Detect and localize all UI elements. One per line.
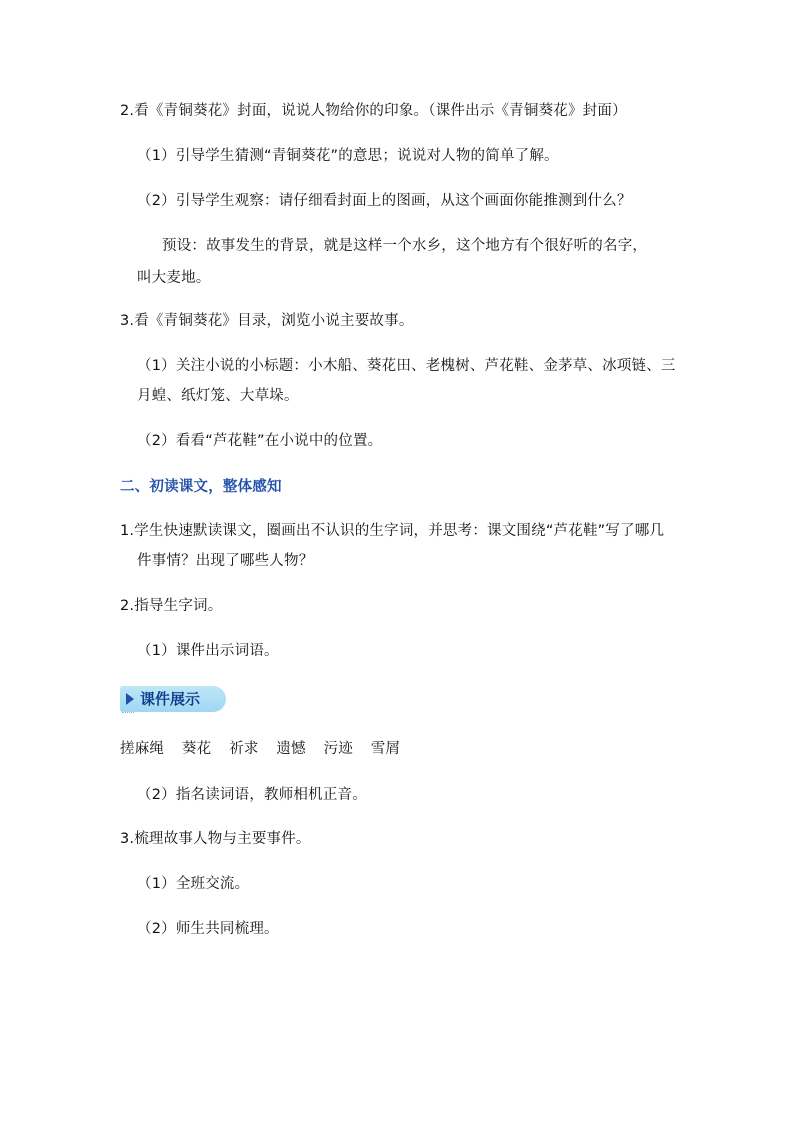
section-heading: 二、初读课文，整体感知 xyxy=(120,479,282,495)
section2-item-2-2: （2）指名读词语，教师相机正音。 xyxy=(137,787,367,803)
badge-divider xyxy=(122,712,134,714)
vocab-word: 搓麻绳 xyxy=(120,741,165,757)
section2-item-2: 2.指导生字词。 xyxy=(120,598,223,614)
vocab-word: 遗憾 xyxy=(276,741,306,757)
section2-item-3-2: （2）师生共同梳理。 xyxy=(137,921,279,937)
play-arrow-icon xyxy=(126,693,134,705)
preset-line-1: 预设：故事发生的背景，就是这样一个水乡，这个地方有个很好听的名字， xyxy=(162,238,648,254)
section2-item-2-1: （1）课件出示词语。 xyxy=(137,643,279,659)
item-2-2: （2）引导学生观察：请仔细看封面上的图画，从这个画面你能推测到什么？ xyxy=(137,193,632,209)
item-3-contents: 3.看《青铜葵花》目录，浏览小说主要故事。 xyxy=(120,313,414,329)
section2-item-1-line-2: 件事情？出现了哪些人物？ xyxy=(137,553,314,569)
vocab-word: 祈求 xyxy=(229,741,259,757)
courseware-badge-label: 课件展示 xyxy=(140,690,201,708)
item-2-cover: 2.看《青铜葵花》封面，说说人物给你的印象。（课件出示《青铜葵花》封面） xyxy=(120,103,627,119)
section2-item-3: 3.梳理故事人物与主要事件。 xyxy=(120,831,311,847)
item-3-1-line-2: 月蝗、纸灯笼、大草垛。 xyxy=(137,388,299,404)
section2-item-1-line-1: 1.学生快速默读课文，圈画出不认识的生字词，并思考：课文围绕“芦花鞋”写了哪几 xyxy=(120,523,665,539)
vocab-word: 雪屑 xyxy=(370,741,401,757)
vocabulary-list xyxy=(120,739,413,759)
item-3-1-line-1: （1）关注小说的小标题：小木船、葵花田、老槐树、芦花鞋、金茅草、冰项链、三 xyxy=(137,358,676,374)
courseware-badge xyxy=(120,686,226,712)
item-3-2: （2）看看“芦花鞋”在小说中的位置。 xyxy=(137,433,383,449)
vocab-word: 污迹 xyxy=(323,741,353,757)
vocab-word: 葵花 xyxy=(181,741,212,757)
item-2-1: （1）引导学生猜测“青铜葵花”的意思；说说对人物的简单了解。 xyxy=(137,148,559,164)
section2-item-3-1: （1）全班交流。 xyxy=(137,876,250,892)
preset-line-2: 叫大麦地。 xyxy=(137,270,211,286)
